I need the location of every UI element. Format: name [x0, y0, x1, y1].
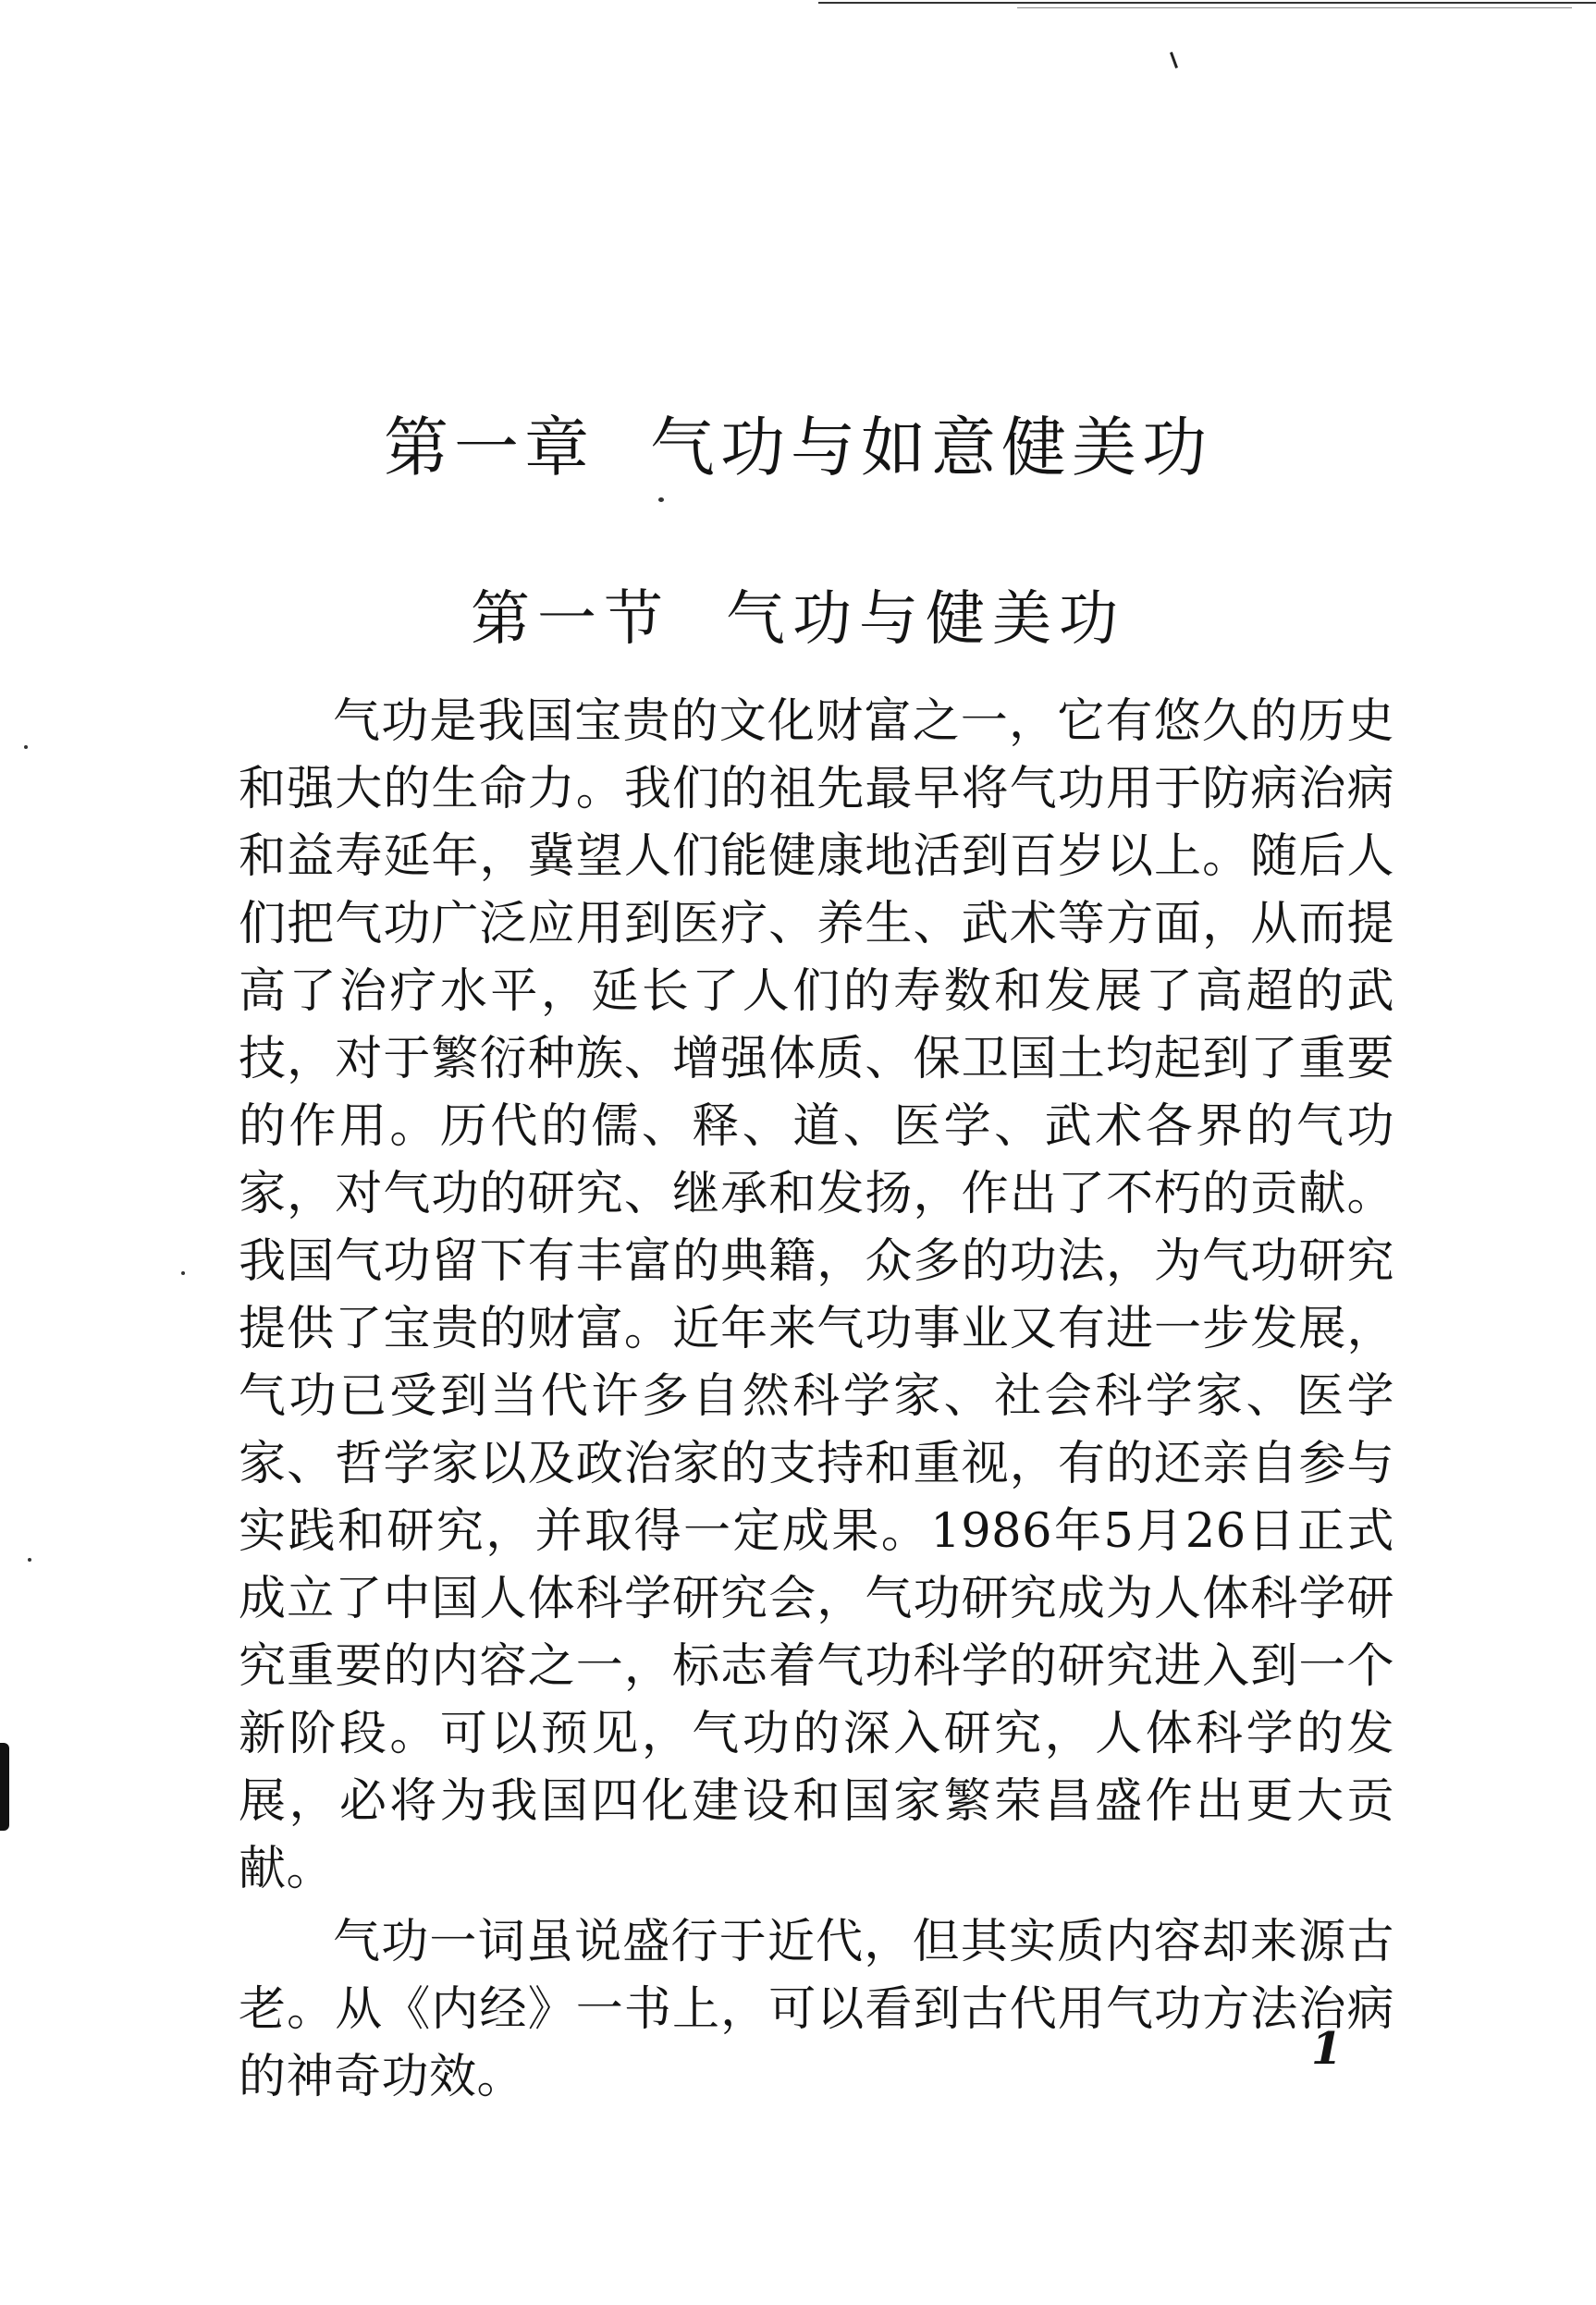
- section-number: 第一节: [471, 585, 670, 654]
- scan-border-line-faint: [1017, 7, 1572, 8]
- body-text: [239, 688, 1394, 2116]
- section-title: [0, 571, 1596, 656]
- page-number: 1: [1311, 2023, 1343, 2075]
- scan-speck: [181, 1271, 185, 1275]
- binding-edge-mark: [0, 1743, 9, 1831]
- section-name: 气功与健美功: [726, 585, 1125, 654]
- chapter-name: 气功与如意健美功: [650, 410, 1212, 485]
- paragraph: 气功一词虽说盛行于近代，但其实质内容却来源古老。从《内经》一书上，可以看到古代用气功方法治病的神奇功效。: [239, 1915, 1394, 2104]
- chapter-title: [0, 396, 1596, 489]
- scan-border-line: [818, 2, 1596, 4]
- scan-speck: [658, 497, 664, 502]
- scan-speck: [28, 1558, 31, 1562]
- chapter-number: 第一章: [384, 410, 595, 485]
- scan-speck: [24, 745, 28, 749]
- paragraph: 气功是我国宝贵的文化财富之一，它有悠久的历史和强大的生命力。我们的祖先最早将气功用于防病治病和益寿延年，冀望人们能健康地活到百岁以上。随后人们把气功广泛应用到医疗、养生、武术等方面，从而提高了治疗水平，延长了人们的寿数和发展了高超的武技，对于繁衍种族、增强体质、保卫国土均起到了重要的作用。历代的儒、释、道、医学、武术各界的气功家，对气功的研究、继承和发扬，作出了不朽的贡献。我国气功留下有丰富的典籍，众多的功法，为气功研究提供了宝贵的财富。近年来气功事业又有进一步发展，气功已受到当代许多自然科学家、社会科学家、医学家、哲学家以及政治家的支持和重视，有的还亲自参与实践和研究，并取得一定成果。1986年5月26日正式成立了中国人体科学研究会，气功研究成为人体科学研究重要的内容之一，标志着气功科学的研究进入到一个新阶段。可以预见，气功的深入研究，人体科学的发展，必将为我国四化建设和国家繁荣昌盛作出更大贡献。: [239, 694, 1394, 1896]
- scan-mark: [1170, 52, 1178, 68]
